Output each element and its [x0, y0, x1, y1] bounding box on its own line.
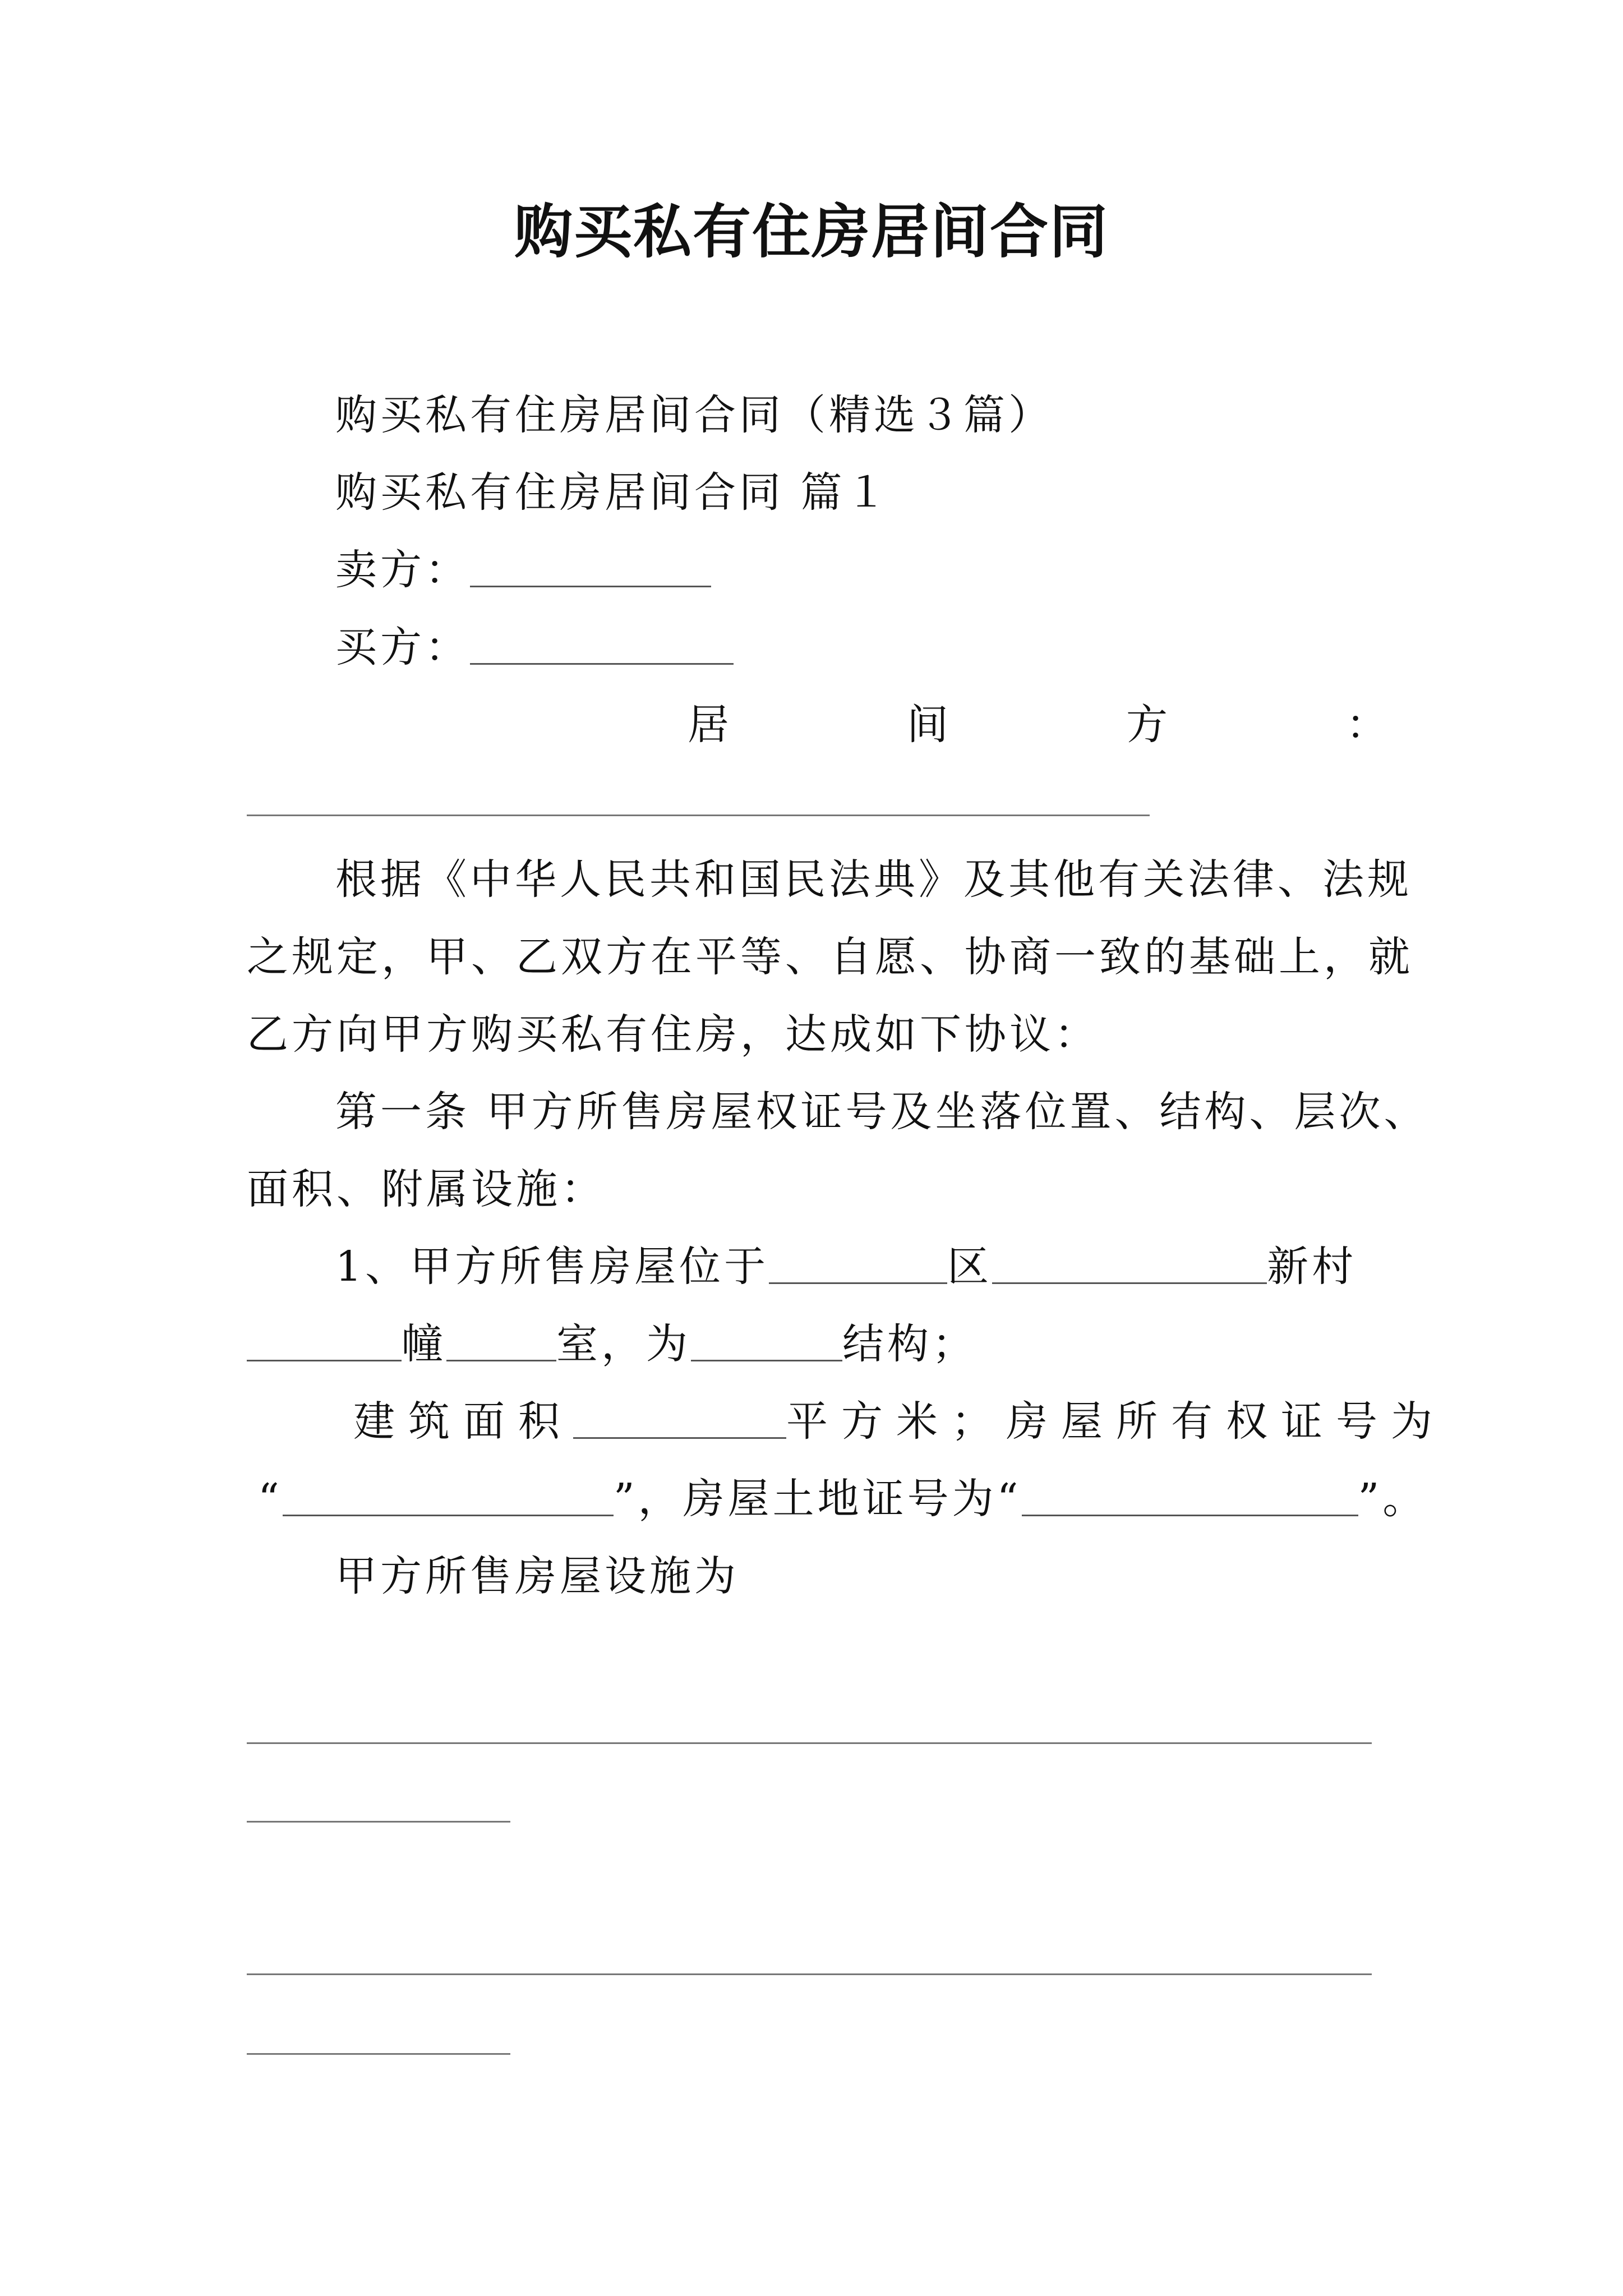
para1-line1: 根据《中华人民共和国民法典》及其他有关法律、法规 [335, 855, 1412, 904]
facilities-blank-2 [247, 1821, 510, 1823]
broker-label-char-2: 间 [907, 701, 948, 749]
item1-text-e: 室，为 [556, 1320, 691, 1368]
facilities-blank-1 [247, 1742, 1372, 1744]
land-cert-blank [1022, 1475, 1358, 1516]
village-blank [992, 1243, 1267, 1284]
article1-line2: 面积、附属设施： [247, 1165, 606, 1213]
buyer-line [335, 619, 734, 675]
cert-line [258, 1471, 1427, 1527]
room-blank [446, 1320, 556, 1361]
cert-text-a: “ [258, 1475, 283, 1523]
cert-text-b: ”，房屋土地证号为“ [613, 1475, 1022, 1523]
para1-line3: 乙方向甲方购买私有住房，达成如下协议： [247, 1010, 1099, 1059]
building-blank [247, 1320, 402, 1361]
part-title: 购买私有住房居间合同 篇１ [335, 468, 891, 517]
buyer-blank [470, 624, 734, 665]
facilities-blank-3 [247, 1973, 1372, 1975]
broker-label-char-3: 方 [1126, 701, 1168, 749]
item1-text-b: 区 [947, 1243, 993, 1291]
item1-line2 [247, 1316, 977, 1372]
seller-line [335, 542, 711, 598]
buyer-label: 买方： [335, 623, 470, 671]
para1-line2: 之规定，甲、乙双方在平等、自愿、协商一致的基础上，就 [247, 933, 1413, 981]
area-text-b: 平方米；房屋所有权证号为 [786, 1397, 1446, 1446]
item1-text-c: 新村 [1267, 1243, 1357, 1291]
broker-label-char-4: ： [1346, 701, 1387, 749]
item1-text-d: 幢 [402, 1320, 446, 1368]
item1-text-a: 1、甲方所售房屋位于 [335, 1243, 769, 1291]
broker-blank [247, 815, 1150, 816]
item1-line1 [335, 1239, 1357, 1295]
area-blank [573, 1398, 786, 1439]
page-title: 购买私有住房居间合同 [514, 197, 1109, 266]
district-blank [769, 1243, 947, 1284]
broker-label-char-1: 居 [688, 701, 729, 749]
facilities-line: 甲方所售房屋设施为 [335, 1552, 739, 1600]
structure-blank [691, 1320, 842, 1361]
subtitle: 购买私有住房居间合同（精选３篇） [335, 391, 1053, 439]
seller-label: 卖方： [335, 546, 470, 594]
cert-text-c: ”。 [1358, 1475, 1428, 1523]
item1-text-f: 结构； [842, 1320, 977, 1368]
article1-line1: 第一条 甲方所售房屋权证号及坐落位置、结构、层次、 [335, 1088, 1429, 1136]
area-line [353, 1393, 1446, 1450]
seller-blank [470, 546, 711, 587]
facilities-blank-4 [247, 2053, 510, 2055]
area-text-a: 建筑面积 [353, 1397, 573, 1446]
ownership-cert-blank [283, 1475, 614, 1516]
